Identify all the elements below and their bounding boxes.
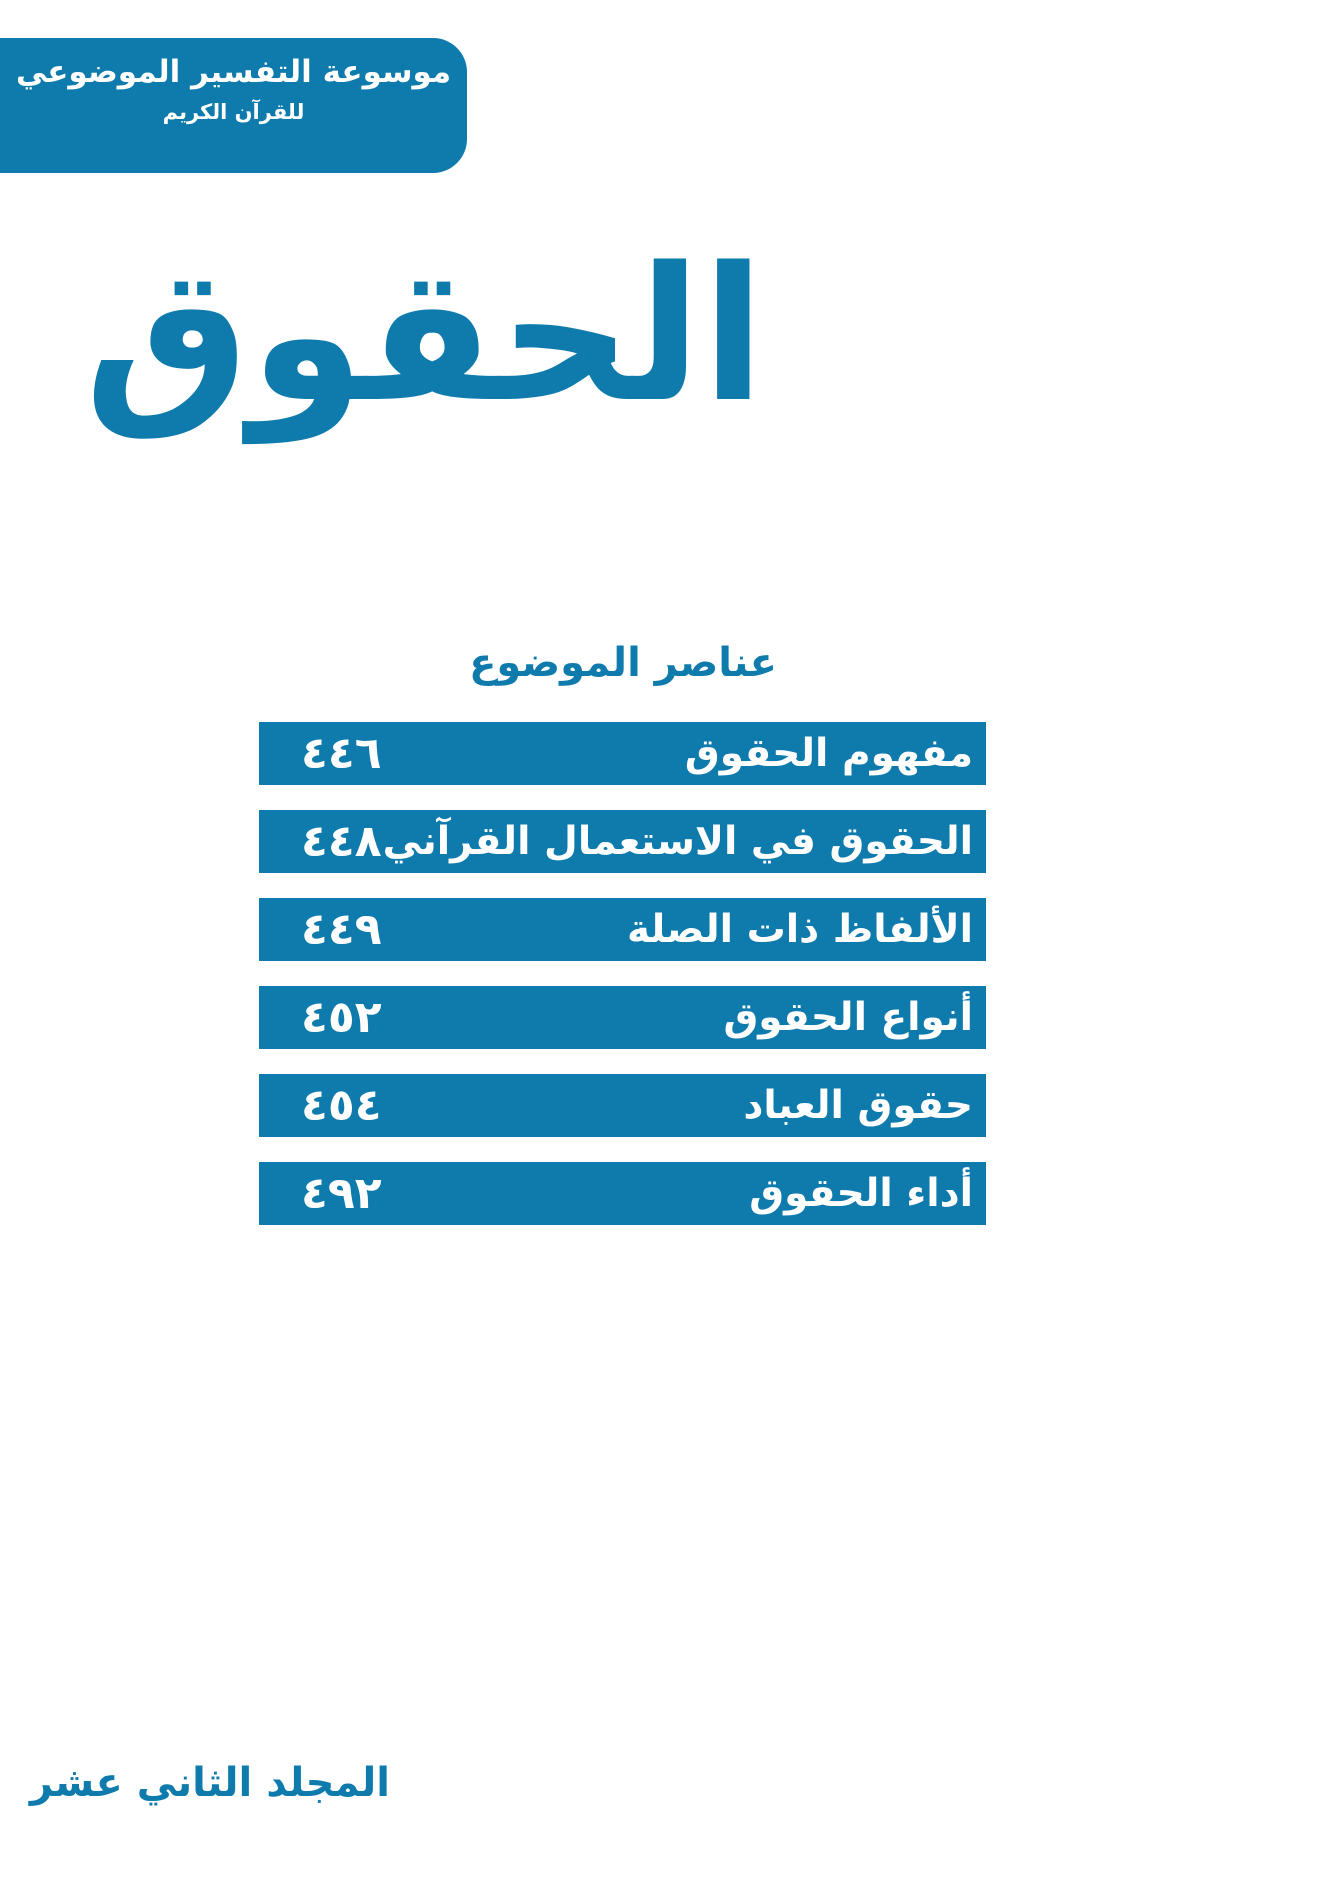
- toc-page-number: ٤٤٩: [301, 903, 382, 955]
- toc-row: [259, 810, 986, 873]
- series-logo-subtitle: للقرآن الكريم: [162, 100, 305, 124]
- toc-page-number: ٤٥٢: [301, 991, 382, 1043]
- toc: [259, 722, 986, 1225]
- volume-label: المجلد الثاني عشر: [29, 1760, 390, 1806]
- series-logo-title: موسوعة التفسير الموضوعي: [15, 54, 452, 90]
- toc-row: [259, 1162, 986, 1225]
- series-logo-banner: [0, 38, 467, 173]
- toc-entry-label: حقوق العباد: [743, 1083, 973, 1128]
- toc-row: [259, 986, 986, 1049]
- chapter-title: الحقوق: [84, 227, 765, 443]
- toc-entry-label: الألفاظ ذات الصلة: [626, 907, 973, 952]
- toc-page-number: ٤٩٢: [301, 1167, 382, 1219]
- toc-row: [259, 722, 986, 785]
- toc-page-number: ٤٥٤: [301, 1079, 382, 1131]
- toc-entry-label: أداء الحقوق: [749, 1171, 973, 1216]
- toc-page-number: ٤٤٨: [301, 815, 382, 867]
- toc-heading: عناصر الموضوع: [469, 640, 777, 686]
- toc-entry-label: مفهوم الحقوق: [684, 731, 973, 776]
- toc-entry-label: أنواع الحقوق: [723, 995, 973, 1040]
- toc-page-number: ٤٤٦: [301, 727, 382, 779]
- toc-row: [259, 898, 986, 961]
- toc-entry-label: الحقوق في الاستعمال القرآني: [382, 819, 973, 864]
- toc-row: [259, 1074, 986, 1137]
